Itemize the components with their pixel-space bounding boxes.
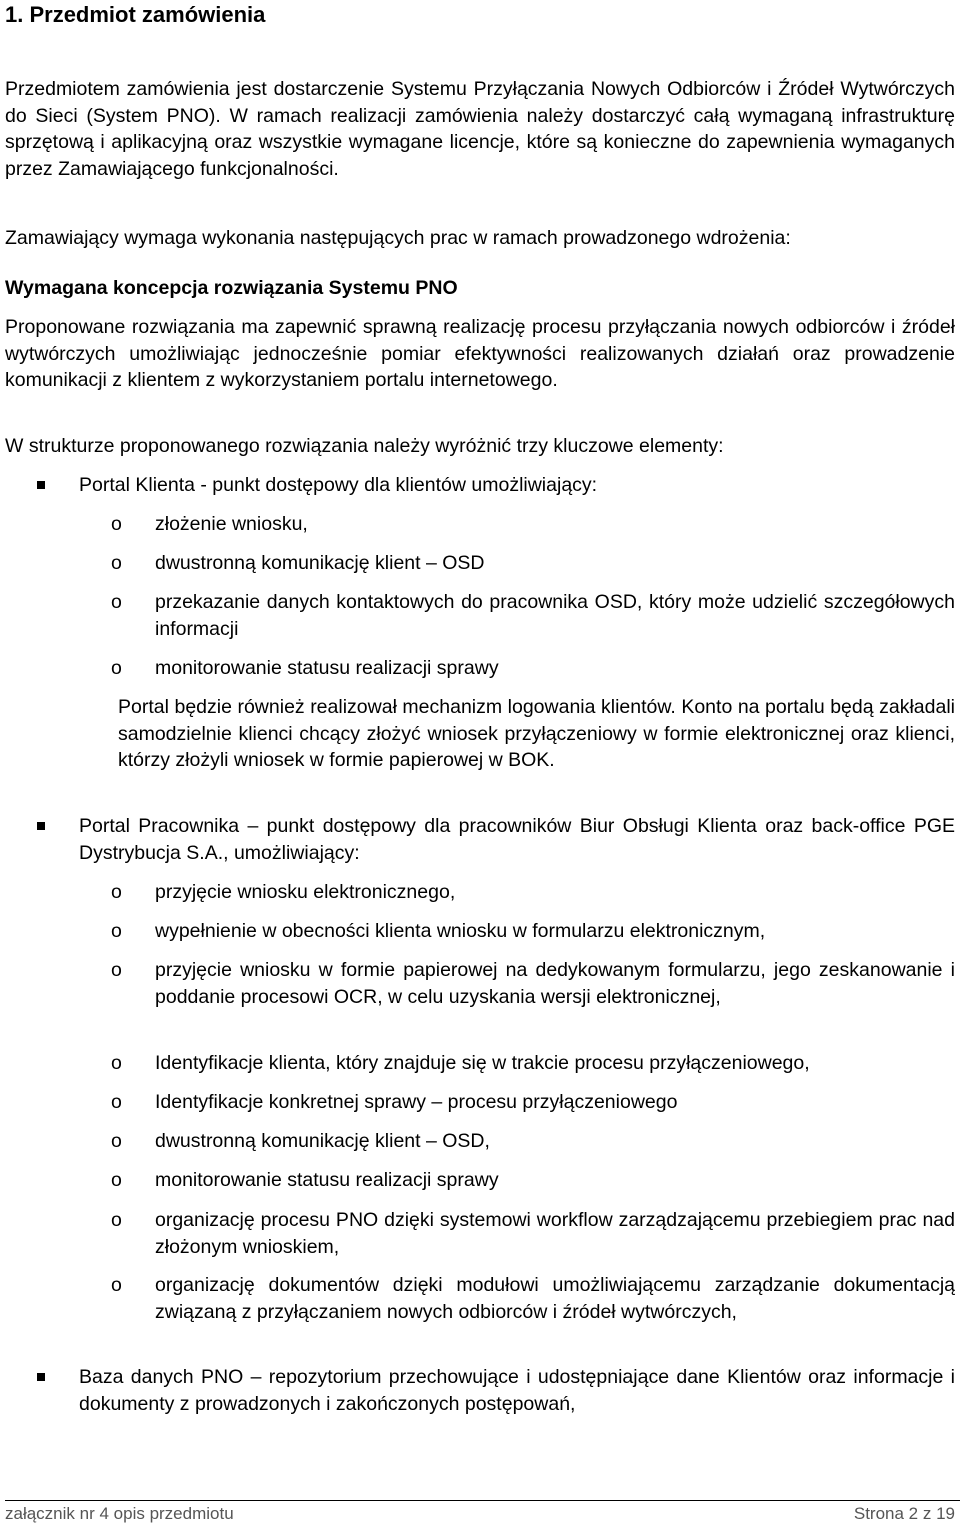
footer-left: załącznik nr 4 opis przedmiotu xyxy=(5,1504,234,1523)
list-item: przyjęcie wniosku elektronicznego, xyxy=(155,881,456,903)
circle-bullet-icon: o xyxy=(111,959,122,981)
concept-subheading: Wymagana koncepcja rozwiązania Systemu PNO xyxy=(5,277,458,299)
portal-pracownika-title: Portal Pracownika – punkt dostępowy dla pracowników Biur Obsługi Klienta oraz back-office PGE Dystrybucja S.A., umożliwiający: xyxy=(79,815,955,864)
circle-bullet-icon: o xyxy=(111,591,122,613)
list-item: organizację procesu PNO dzięki systemowi workflow zarządzającemu przebiegiem prac nad złożonym wnioskiem, xyxy=(155,1209,955,1258)
circle-bullet-icon: o xyxy=(111,1130,122,1152)
circle-bullet-icon: o xyxy=(111,1274,122,1296)
list-item: przekazanie danych kontaktowych do pracownika OSD, który może udzielić szczegółowych informacji xyxy=(155,591,955,640)
list-item: Identyfikacje konkretnej sprawy – procesu przyłączeniowego xyxy=(155,1091,678,1113)
footer-divider xyxy=(5,1500,960,1501)
list-item: organizację dokumentów dzięki modułowi umożliwiającemu zarządzanie dokumentacją związaną z przyłączaniem nowych odbiorców i źródeł wytwórczych, xyxy=(155,1274,955,1323)
list-item: dwustronną komunikację klient – OSD xyxy=(155,552,485,574)
circle-bullet-icon: o xyxy=(111,1091,122,1113)
proposal-paragraph: Proponowane rozwiązania ma zapewnić sprawną realizację procesu przyłączania nowych odbiorców i źródeł wytwórczych umożliwiając jednocześnie pomiar efektywności realizowanych działań oraz prowadzenie komunikacji z klientem z wykorzystaniem portalu internetowego. xyxy=(5,316,955,391)
portal-klienta-title: Portal Klienta - punkt dostępowy dla klientów umożliwiający: xyxy=(79,474,598,496)
structure-paragraph: W strukturze proponowanego rozwiązania należy wyróżnić trzy kluczowe elementy: xyxy=(5,435,724,457)
circle-bullet-icon: o xyxy=(111,1052,122,1074)
list-item: monitorowanie statusu realizacji sprawy xyxy=(155,657,499,679)
list-item: monitorowanie statusu realizacji sprawy xyxy=(155,1169,499,1191)
circle-bullet-icon: o xyxy=(111,552,122,574)
page-number: Strona 2 z 19 xyxy=(853,1504,955,1523)
section-heading: 1. Przedmiot zamówienia xyxy=(5,2,266,27)
list-item: złożenie wniosku, xyxy=(155,513,308,535)
requirement-paragraph: Zamawiający wymaga wykonania następujących prac w ramach prowadzonego wdrożenia: xyxy=(5,227,791,249)
list-item: Identyfikacje klienta, który znajduje się w trakcie procesu przyłączeniowego, xyxy=(155,1052,810,1074)
square-bullet-icon xyxy=(37,822,45,830)
list-item: dwustronną komunikację klient – OSD, xyxy=(155,1130,490,1152)
square-bullet-icon xyxy=(37,1373,45,1381)
circle-bullet-icon: o xyxy=(111,1209,122,1231)
circle-bullet-icon: o xyxy=(111,657,122,679)
circle-bullet-icon: o xyxy=(111,513,122,535)
circle-bullet-icon: o xyxy=(111,920,122,942)
square-bullet-icon xyxy=(37,481,45,489)
list-item: wypełnienie w obecności klienta wniosku w formularzu elektronicznym, xyxy=(155,920,766,942)
intro-paragraph: Przedmiotem zamówienia jest dostarczenie Systemu Przyłączania Nowych Odbiorców i Źródeł Wytwórczych do Sieci (System PNO). W ramach realizacji zamówienia należy dostarczyć całą wymaganą infrastrukturę sprzętową i aplikacyjną oraz wszystkie wymagane licencje, które są konieczne do zapewnienia wymaganych przez Zamawiającego funkcjonalności. xyxy=(5,78,955,180)
circle-bullet-icon: o xyxy=(111,1169,122,1191)
baza-danych-item: Baza danych PNO – repozytorium przechowujące i udostępniające dane Klientów oraz informacje i dokumenty z prowadzonych i zakończonych postępowań, xyxy=(79,1366,955,1415)
list-item: przyjęcie wniosku w formie papierowej na dedykowanym formularzu, jego zeskanowanie i poddanie procesowi OCR, w celu uzyskania wersji elektronicznej, xyxy=(155,959,955,1008)
portal-klienta-note: Portal będzie również realizował mechanizm logowania klientów. Konto na portalu będą zakładali samodzielnie klienci chcący złożyć wniosek przyłączeniowy w formie elektronicznej oraz klienci, którzy złożyli wniosek w formie papierowej w BOK. xyxy=(118,696,955,771)
circle-bullet-icon: o xyxy=(111,881,122,903)
